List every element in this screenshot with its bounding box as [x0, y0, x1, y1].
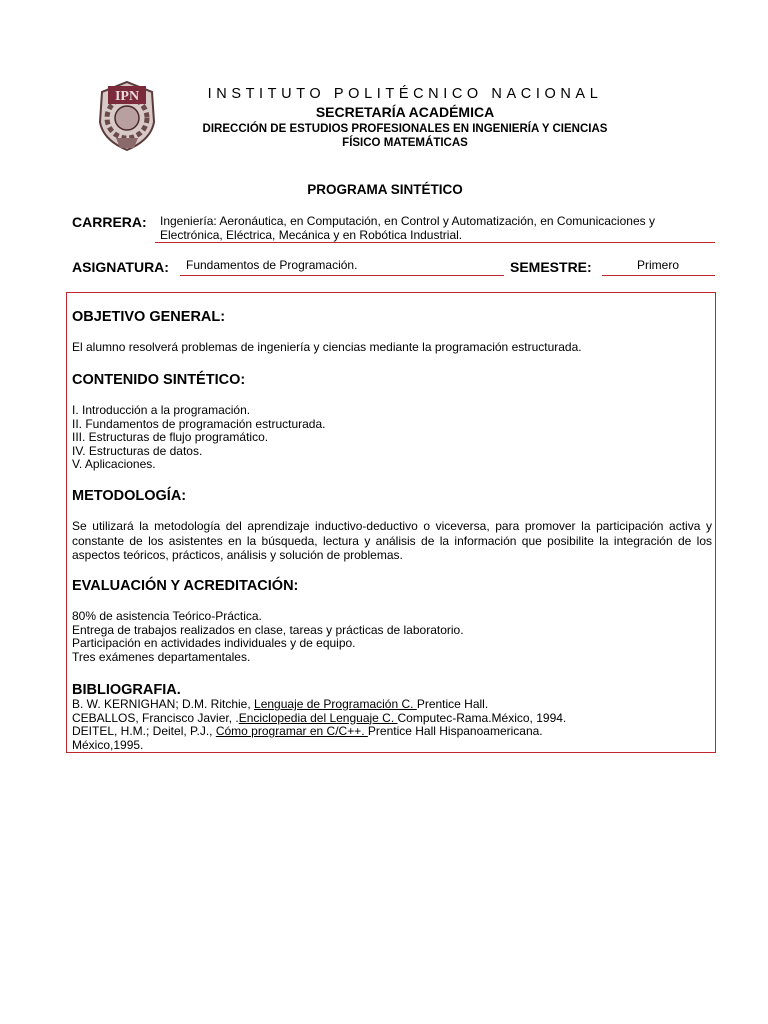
ref-authors: B. W. KERNIGHAN; D.M. Ritchie, [72, 697, 255, 711]
ref-title: Enciclopedia del Lenguaje C. [238, 710, 398, 725]
carrera-underline [155, 242, 715, 243]
evaluacion-list [72, 610, 464, 664]
ref-publisher: Prentice Hall Hispanoamericana. [367, 724, 543, 739]
contenido-title: CONTENIDO SINTÉTICO: [72, 372, 246, 388]
institute-name: INSTITUTO POLITÉCNICO NACIONAL [207, 86, 603, 102]
ref-title: Cómo programar en C/C++. [215, 724, 368, 739]
ref-authors: CEBALLOS, Francisco Javier, . [72, 710, 239, 725]
list-item: I. Introducción a la programación. [72, 403, 251, 417]
carrera-value-line-1: Ingeniería: Aeronáutica, en Computación, en Control y Automatización, en Comunicaciones y [160, 214, 655, 228]
logo-text: IPN [114, 89, 140, 104]
list-item: IV. Estructuras de datos. [72, 443, 203, 458]
list-item: Tres exámenes departamentales. [72, 649, 251, 664]
direccion-line-1: DIRECCIÓN DE ESTUDIOS PROFESIONALES EN INGENIERÍA Y CIENCIAS [202, 123, 608, 135]
ref-publisher: Prentice Hall. [416, 697, 489, 711]
evaluacion-title: EVALUACIÓN Y ACREDITACIÓN: [72, 578, 299, 594]
carrera-value [160, 214, 715, 242]
direccion-heading [130, 122, 680, 150]
list-item: III. Estructuras de flujo programático. [72, 430, 269, 445]
list-item: 80% de asistencia Teórico-Práctica. [72, 609, 262, 623]
bibliografia-list [72, 698, 566, 752]
asignatura-label: ASIGNATURA: [72, 259, 169, 275]
ref-title: Lenguaje de Programación C. [254, 697, 417, 711]
ref-publisher: Computec-Rama.México, 1994. [397, 710, 567, 725]
list-item: V. Aplicaciones. [72, 457, 156, 472]
bibliography-entry [72, 725, 566, 739]
bibliography-entry-continuation: México,1995. [72, 737, 144, 752]
asignatura-value: Fundamentos de Programación. [186, 258, 358, 272]
list-item: II. Fundamentos de programación estructurada. [72, 416, 326, 431]
ref-authors: DEITEL, H.M.; Deitel, P.J., [72, 724, 216, 739]
direccion-line-2: FÍSICO MATEMÁTICAS [342, 137, 468, 149]
carrera-label: CARRERA: [72, 214, 147, 230]
objetivo-text: El alumno resolverá problemas de ingeniería y ciencias mediante la programación estructurada. [72, 340, 582, 354]
secretaria-academica: SECRETARÍA ACADÉMICA [315, 104, 495, 120]
carrera-value-line-2: Electrónica, Eléctrica, Mecánica y en Robótica Industrial. [160, 228, 463, 242]
program-title: PROGRAMA SINTÉTICO [307, 182, 463, 197]
metodologia-text: Se utilizará la metodología del aprendizaje inductivo-deductivo o viceversa, para promover la participación activa y constante de los asistentes en la búsqueda, lectura y análisis de la información que posibilite la integración de los aspectos teóricos, prácticos, análisis y solución de problemas. [72, 519, 712, 562]
semestre-value: Primero [636, 258, 679, 272]
list-item: Participación en actividades individuales y de equipo. [72, 636, 356, 651]
bibliography-entry [72, 698, 566, 712]
semestre-label: SEMESTRE: [510, 259, 592, 275]
bibliography-entry [72, 712, 566, 726]
list-item: Entrega de trabajos realizados en clase, tareas y prácticas de laboratorio. [72, 622, 464, 637]
metodologia-title: METODOLOGÍA: [72, 488, 187, 504]
contenido-list [72, 404, 325, 472]
asignatura-underline [180, 275, 504, 276]
semestre-underline [602, 275, 715, 276]
objetivo-title: OBJETIVO GENERAL: [72, 309, 226, 325]
bibliografia-title: BIBLIOGRAFIA. [72, 682, 181, 698]
